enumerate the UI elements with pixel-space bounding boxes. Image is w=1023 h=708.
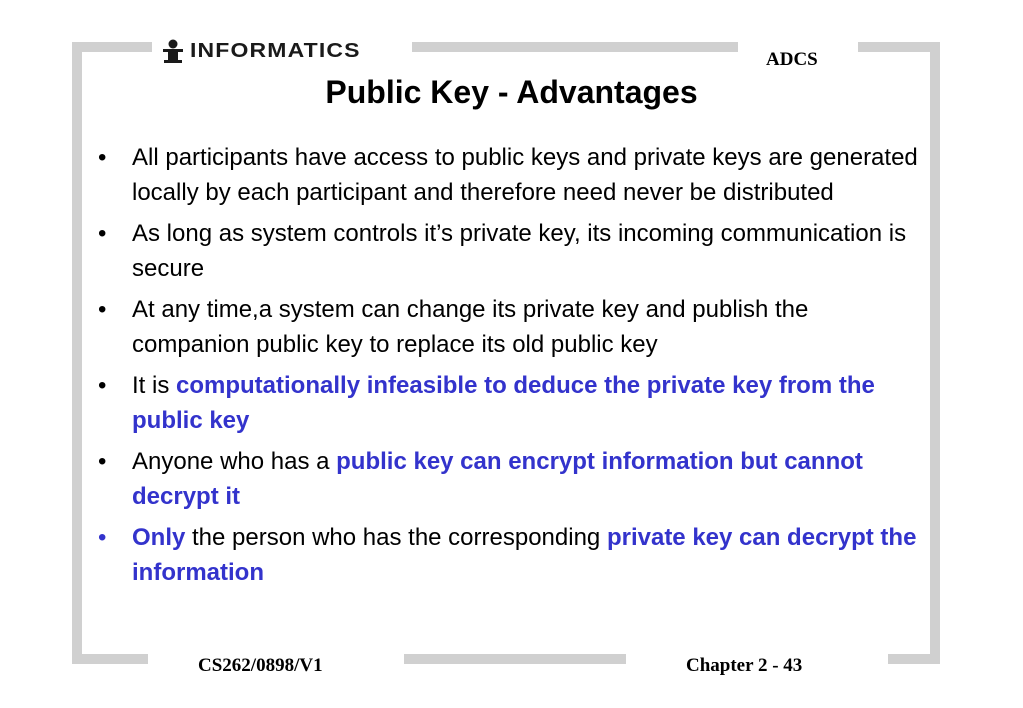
- course-tag: ADCS: [766, 49, 818, 70]
- bullet-text: Anyone who has a: [132, 448, 337, 475]
- informatics-logo: [160, 36, 361, 66]
- bullet-text: As long as system controls it’s private key, its incoming communication is secure: [132, 220, 907, 282]
- bullet-highlight: public key can encrypt information but cannot decrypt it: [132, 448, 863, 510]
- bullet-item: [98, 140, 928, 210]
- frame-bottom-mid: [404, 654, 626, 664]
- frame-bottom-right: [888, 654, 940, 664]
- bullet-marker: •: [98, 220, 107, 247]
- frame-right: [930, 42, 940, 662]
- bullet-lead: Only: [132, 524, 186, 551]
- bullet-text: It is: [132, 372, 177, 399]
- bullet-item: [98, 368, 928, 438]
- bullet-text: All participants have access to public keys and private keys are generated locally by each participant and therefore need never be distributed: [132, 144, 918, 206]
- bullet-text: the person who has the corresponding: [185, 524, 607, 551]
- frame-top-mid: [412, 42, 738, 52]
- bullet-highlight: private key can decrypt the information: [132, 524, 917, 586]
- bullet-marker: •: [98, 144, 107, 171]
- bullet-text: At any time,a system can change its private key and publish the companion public key to replace its old public key: [132, 296, 809, 358]
- bullet-item: [98, 444, 928, 514]
- informatics-logo-icon: [160, 38, 186, 64]
- bullet-item: [98, 216, 928, 286]
- bullet-marker: •: [98, 372, 107, 399]
- bullet-marker: •: [98, 448, 107, 475]
- bullet-item: [98, 520, 928, 590]
- footer-page-number: Chapter 2 - 43: [686, 655, 803, 676]
- bullet-marker: •: [98, 296, 107, 323]
- bullet-list: [98, 140, 928, 596]
- bullet-marker: •: [98, 524, 107, 551]
- footer-course-code: CS262/0898/V1: [198, 655, 323, 676]
- frame-top-right: [858, 42, 940, 52]
- frame-left: [72, 42, 82, 662]
- slide-title: Public Key - Advantages: [325, 74, 698, 110]
- frame-top-left: [72, 42, 152, 52]
- frame-bottom-left: [72, 654, 148, 664]
- bullet-highlight: computationally infeasible to deduce the private key from the public key: [132, 372, 875, 434]
- bullet-item: [98, 292, 928, 362]
- logo-text: INFORMATICS: [190, 39, 361, 62]
